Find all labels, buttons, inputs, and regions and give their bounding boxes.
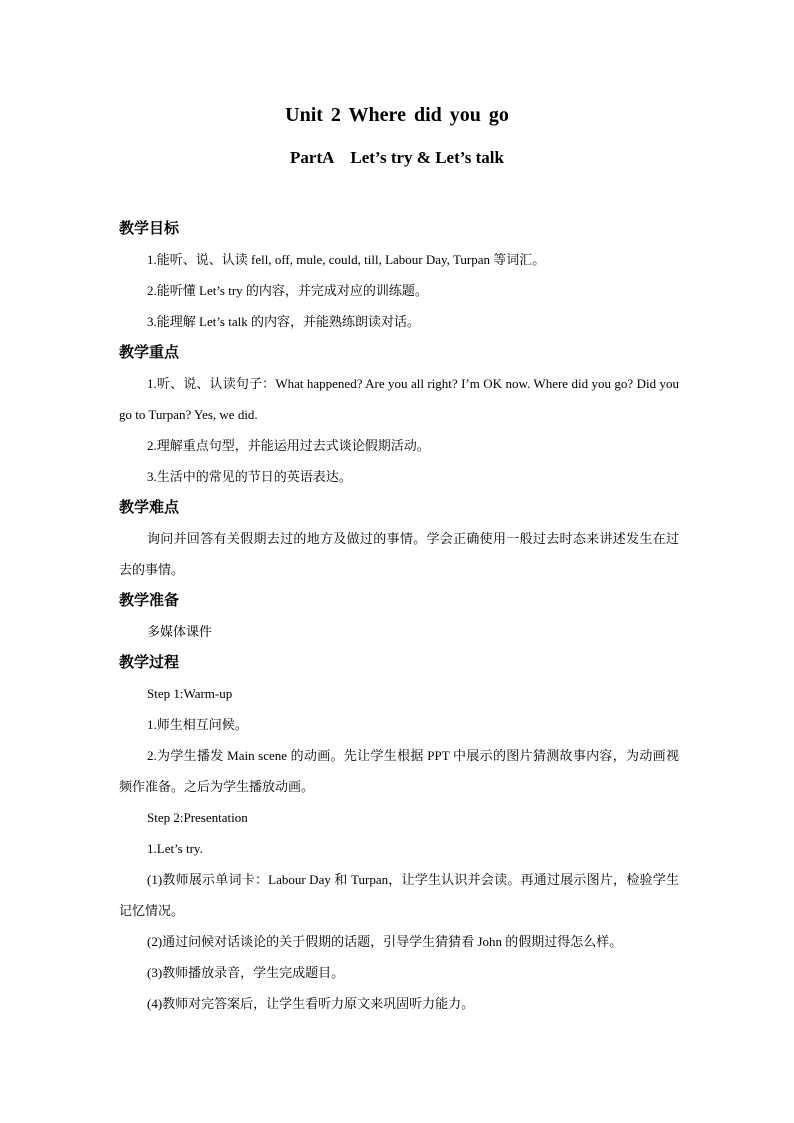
document-title: Unit 2 Where did you go bbox=[285, 104, 509, 126]
paragraph: Step 2:Presentation bbox=[147, 810, 248, 825]
section-heading-difficulties: 教学难点 bbox=[119, 498, 180, 516]
paragraph: 多媒体课件 bbox=[147, 624, 213, 639]
section-heading-preparation: 教学准备 bbox=[119, 591, 180, 609]
paragraph: 3.能理解 Let’s talk 的内容，并能熟练朗读对话。 bbox=[147, 314, 420, 329]
section-heading-key-points: 教学重点 bbox=[119, 343, 180, 361]
paragraph: 2.理解重点句型，并能运用过去式谈论假期活动。 bbox=[147, 438, 430, 453]
paragraph: Step 1:Warm-up bbox=[147, 686, 233, 701]
paragraph: 1.能听、说、认读 fell, off, mule, could, till, Labour Day, Turpan 等词汇。 bbox=[147, 252, 546, 267]
paragraph: (1)教师展示单词卡：Labour Day 和 Turpan，让学生认识并会读。再通过展示图片，检验学生记忆情况。 bbox=[119, 872, 679, 918]
paragraph: 2.能听懂 Let’s try 的内容，并完成对应的训练题。 bbox=[147, 283, 428, 298]
section-heading-procedure: 教学过程 bbox=[119, 653, 180, 671]
paragraph: 1.听、说、认读句子：What happened? Are you all right? I’m OK now. Where did you go? Did you go to Turpan? Yes, we did. bbox=[119, 376, 679, 422]
paragraph: 3.生活中的常见的节日的英语表达。 bbox=[147, 469, 352, 484]
document-subtitle bbox=[0, 148, 794, 168]
paragraph: 1.Let’s try. bbox=[147, 841, 203, 856]
paragraph: (4)教师对完答案后，让学生看听力原文来巩固听力能力。 bbox=[147, 996, 475, 1011]
paragraph: 1.师生相互问候。 bbox=[147, 717, 248, 732]
section-heading-objectives: 教学目标 bbox=[119, 219, 180, 237]
paragraph: 2.为学生播发 Main scene 的动画。先让学生根据 PPT 中展示的图片猜测故事内容，为动画视频作准备。之后为学生播放动画。 bbox=[119, 748, 679, 794]
paragraph: 询问并回答有关假期去过的地方及做过的事情。学会正确使用一般过去时态来讲述发生在过去的事情。 bbox=[119, 531, 679, 577]
subtitle-name: Let’s try & Let’s talk bbox=[350, 148, 504, 167]
document-body bbox=[119, 213, 679, 1019]
subtitle-part: PartA bbox=[290, 148, 335, 167]
paragraph: (2)通过问候对话谈论的关于假期的话题，引导学生猜猜看 John 的假期过得怎么样。 bbox=[147, 934, 623, 949]
paragraph: (3)教师播放录音，学生完成题目。 bbox=[147, 965, 345, 980]
